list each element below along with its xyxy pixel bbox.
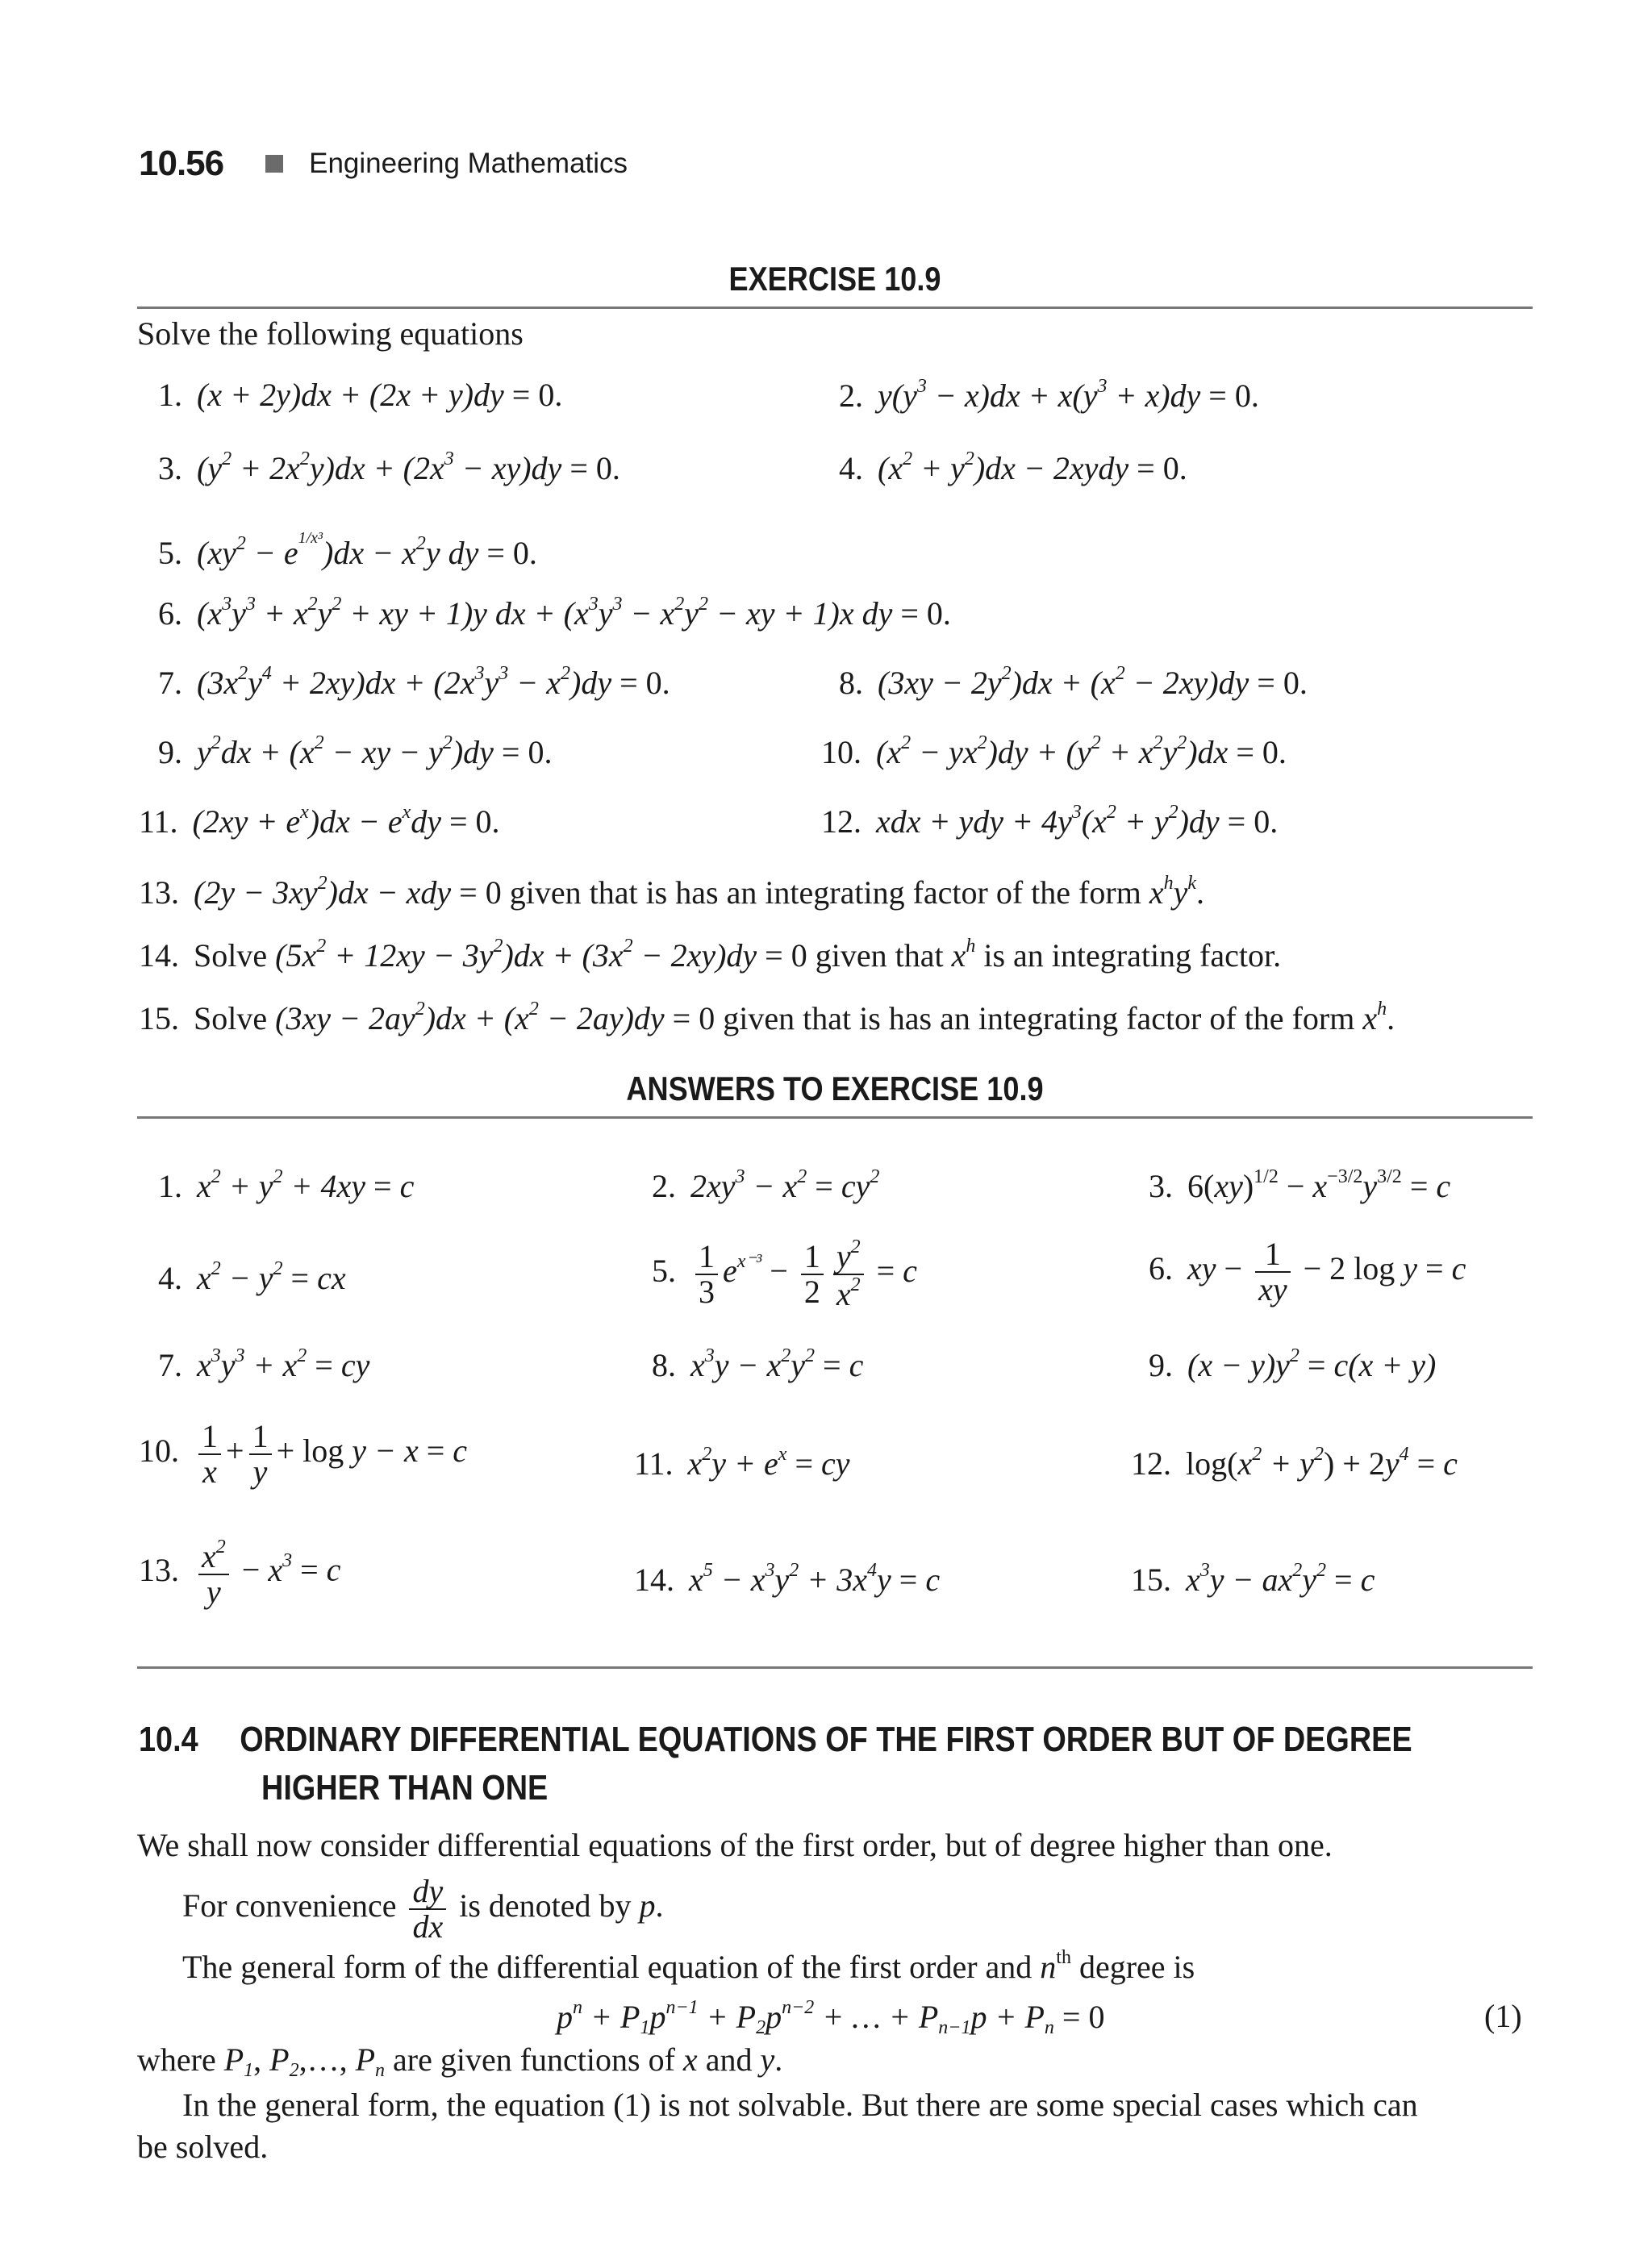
problem-6: 6. ($x^3y^3 + x^2y^2$ + xy + 1)y dx + ($x^3y^3 - x^2y^2$ − xy + 1)x dy = 0.	[158, 594, 951, 632]
problem-14: 14. Solve $(5x^2 + 12xy - 3y^2)dx + (3x^2 - 2xy)dy = 0$ given that $x^h$ is an integrating factor.	[139, 936, 1282, 974]
answer-3: 3. $6(xy)^{1/2} - x^{-3/2}y^{3/2} = c$	[1149, 1166, 1451, 1204]
section-heading	[139, 1720, 1412, 1760]
problem-9: 9. $y^2dx + (x^2$ − xy − $y^2)dy = 0$.	[158, 732, 553, 770]
answer-9: 9. $(x - y)y^2 = c(x + y)$	[1149, 1345, 1437, 1383]
answer-15: 15. $x^3y - ax^2y^2 = c$	[1131, 1560, 1375, 1598]
problem-12: 12. xdx + ydy + $4y^3(x^2 + y^2)dy = 0$.	[821, 802, 1279, 840]
square-bullet-icon	[265, 155, 283, 173]
exercise-instruction: Solve the following equations	[137, 315, 524, 352]
answer-12: 12. $\log(x^2 + y^2) + 2y^4 = c$	[1131, 1444, 1458, 1482]
paragraph-2: For convenience $\frac{dy}{dx}$ is denoted by p.	[182, 1873, 664, 1945]
section-number: 10.4	[139, 1720, 198, 1759]
answer-4: 4. $x^2 - y^2$ = cx	[158, 1258, 346, 1296]
paragraph-4: where $P_1$, $P_2,\dots$, $P_n$ are given functions of x and y.	[137, 2041, 783, 2082]
answer-2: 2. $2xy^3 - x^2 = cy^2$	[652, 1166, 880, 1204]
answer-13: 13. $\frac{x^2}{y}$ − $x^3 = c$	[139, 1537, 341, 1610]
paragraph-5-line2: be solved.	[137, 2129, 269, 2165]
exercise-title: EXERCISE 10.9	[728, 260, 941, 298]
answers-bottom-rule	[137, 1666, 1533, 1669]
book-title: Engineering Mathematics	[309, 148, 628, 179]
paragraph-3: The general form of the differential equation of the first order and $n^{th}$ degree is	[182, 1947, 1195, 1985]
answers-rule	[137, 1116, 1533, 1119]
answer-5: 5. $\frac{1}{3}$ $e^{x^{-3}}$ − $\frac{1}{2}$ $\frac{y^2}{x^2}$ = c	[652, 1236, 917, 1312]
exercise-rule	[137, 306, 1533, 309]
answer-11: 11. $x^2y + e^x$ = cy	[634, 1444, 850, 1482]
answer-6: 6. xy − $\frac{1}{xy}$ − 2 log y = c	[1149, 1236, 1466, 1307]
problem-13: 13. $(2y - 3xy^2)dx$ − xdy = 0 given that is has an integrating factor of the form $x^hy^k$.	[139, 873, 1204, 911]
problem-3: 3. $(y^2 + 2x^2y)dx + (2x^3 - xy)dy = 0$.	[158, 448, 620, 486]
paragraph-5-line1: In the general form, the equation (1) is not solvable. But there are some special cases which can	[182, 2087, 1418, 2123]
problem-8: 8. $(3xy - 2y^2)dx + (x^2 - 2xy)dy = 0$.	[839, 663, 1308, 701]
answer-10: 10. $\frac{1}{x}$ + $\frac{1}{y}$ + log y − x = c	[139, 1418, 468, 1490]
problem-15: 15. Solve $(3xy - 2ay^2)dx + (x^2 - 2ay)dy = 0$ given that is has an integrating factor of the form $x^h$.	[139, 999, 1395, 1036]
answer-1: 1. $x^2 + y^2 + 4xy = c$	[158, 1166, 415, 1204]
problem-10: 10. $(x^2 - yx^2)dy + (y^2 + x^2y^2)dx = 0$.	[821, 732, 1287, 770]
problem-4: 4. $(x^2 + y^2)dx$ − 2xydy = 0.	[839, 448, 1187, 486]
equation-number: (1)	[1484, 1998, 1522, 2034]
general-equation: $p^n + P_1p^{n-1} + P_2p^{n-2}$ + … + $P_{n-1}p + P_n = 0$	[557, 1997, 1105, 2039]
answer-7: 7. $x^3y^3 + x^2$ = cy	[158, 1345, 370, 1383]
answer-8: 8. $x^3y - x^2y^2 = c$	[652, 1345, 864, 1383]
answer-14: 14. $x^5 - x^3y^2 + 3x^4y = c$	[634, 1560, 941, 1598]
page-number: 10.56	[139, 144, 224, 183]
answers-title: ANSWERS TO EXERCISE 10.9	[626, 1070, 1044, 1107]
problem-2: 2. $y(y^3 - x)dx + x(y^3 + x)dy = 0$.	[839, 376, 1259, 414]
running-head	[139, 144, 628, 184]
problem-5: 5. $(xy^2 - e^{1/x^3})dx - x^2y$ dy = 0.	[158, 529, 537, 571]
problem-11: 11. $(2xy + e^x)dx - e^xdy = 0$.	[139, 802, 500, 840]
problem-1: 1. (x + 2y)dx + (2x + y)dy = 0.	[158, 377, 563, 413]
problem-7: 7. $(3x^2y^4 + 2xy)dx + (2x^3y^3 - x^2)dy = 0$.	[158, 663, 670, 701]
section-title-line1: ORDINARY DIFFERENTIAL EQUATIONS OF THE FIRST ORDER BUT OF DEGREE	[240, 1720, 1412, 1759]
section-title-line2: HIGHER THAN ONE	[261, 1768, 549, 1808]
paragraph-1: We shall now consider differential equations of the first order, but of degree higher than one.	[137, 1827, 1333, 1863]
